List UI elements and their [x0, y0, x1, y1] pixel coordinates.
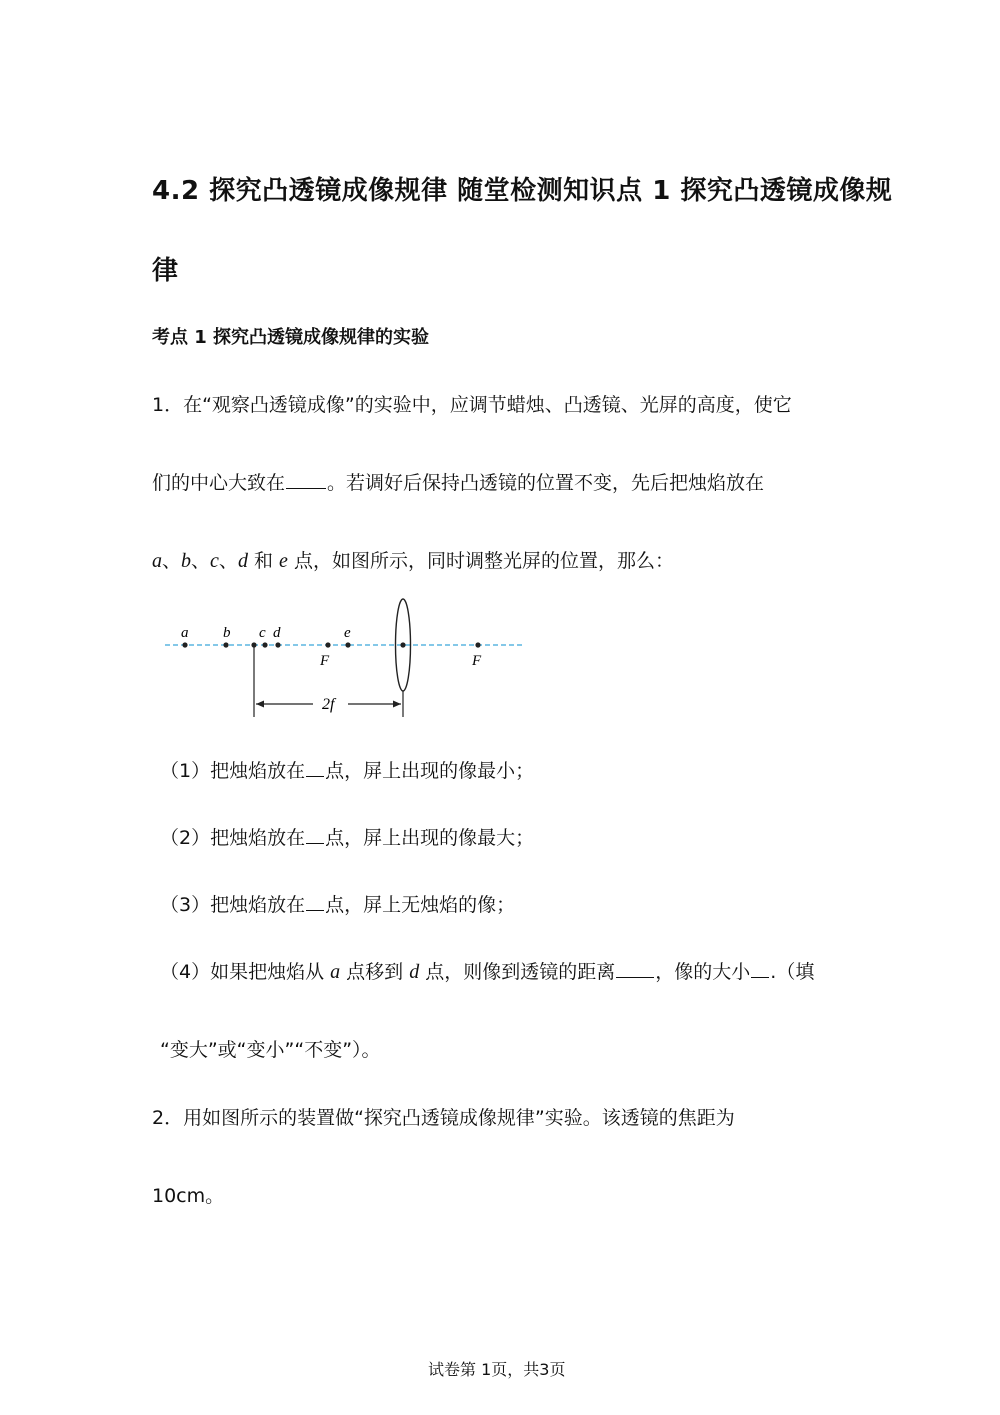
q1-sub-2 — [160, 823, 534, 850]
answer-blank-image-distance[interactable] — [616, 959, 654, 978]
label-e: e — [344, 625, 351, 641]
q1-sub-1-text-a: （1）把烛焰放在 — [160, 760, 306, 782]
q1-sub-1-text-b: 点，屏上出现的像最小； — [325, 760, 535, 782]
section-heading: 考点 1 探究凸透镜成像规律的实验 — [152, 327, 430, 348]
separator: 、 — [218, 550, 238, 572]
label-d: d — [273, 625, 281, 641]
q1-line-3 — [152, 546, 674, 573]
q1-line-2-text-a: 们的中心大致在 — [152, 472, 286, 494]
answer-blank-no-image[interactable] — [306, 892, 324, 911]
point-d-ref: d — [237, 550, 248, 572]
q1-sub-4-line-2: “变大”或“变小”“不变”）。 — [160, 1039, 381, 1061]
point-e — [345, 642, 350, 647]
point-b-ref: b — [181, 550, 192, 572]
point-d-ref: d — [409, 961, 420, 983]
point-c-ref: c — [210, 550, 219, 572]
q1-sub-2-text-a: （2）把烛焰放在 — [160, 827, 306, 849]
separator: 、 — [162, 550, 182, 572]
point-a — [182, 642, 187, 647]
label-c: c — [259, 625, 266, 641]
point-a-ref: a — [152, 550, 162, 572]
q1-sub-1 — [160, 756, 534, 783]
point-e-ref: e — [279, 550, 288, 572]
answer-blank-image-size[interactable] — [751, 959, 769, 978]
optical-center — [400, 642, 405, 647]
answer-blank-smallest[interactable] — [306, 758, 324, 777]
q1-sub-4 — [160, 957, 814, 984]
q1-sub-3-text-b: 点，屏上无烛焰的像； — [325, 894, 516, 916]
focal-point-right — [475, 642, 480, 647]
q2-line-2: 10cm。 — [152, 1185, 225, 1207]
q1-sub-4-text-1: （4）如果把烛焰从 — [160, 961, 331, 983]
q2-line-1: 2．用如图所示的装置做“探究凸透镜成像规律”实验。该透镜的焦距为 — [152, 1107, 735, 1129]
point-a-ref: a — [330, 961, 341, 983]
q1-sub-4-text-5: .（填 — [770, 961, 815, 983]
q1-sub-3-text-a: （3）把烛焰放在 — [160, 894, 306, 916]
q1-sub-4-text-2: 点移到 — [340, 961, 410, 983]
page-title-line-1: 4.2 探究凸透镜成像规律 随堂检测知识点 1 探究凸透镜成像规 — [152, 176, 893, 206]
arrowhead-left — [256, 701, 264, 708]
page-footer: 试卷第 1页，共3页 — [428, 1360, 566, 1379]
q1-sub-2-text-b: 点，屏上出现的像最大； — [325, 827, 535, 849]
point-d — [275, 642, 280, 647]
arrowhead-right — [393, 701, 401, 708]
answer-blank-largest[interactable] — [306, 825, 324, 844]
point-b — [223, 642, 228, 647]
q1-line-2 — [152, 468, 764, 495]
label-focus-right: F — [472, 653, 482, 669]
q1-line-2-text-b: 。若调好后保持凸透镜的位置不变，先后把烛焰放在 — [327, 472, 765, 494]
label-b: b — [223, 625, 231, 641]
q1-sub-3 — [160, 890, 515, 917]
q1-line-1: 1．在“观察凸透镜成像”的实验中，应调节蜡烛、凸透镜、光屏的高度，使它 — [152, 394, 792, 416]
q1-sub-4-text-4: ，像的大小 — [655, 961, 751, 983]
label-focus-left: F — [320, 653, 330, 669]
point-c — [262, 642, 267, 647]
lens-diagram — [160, 592, 530, 724]
focal-point-left — [325, 642, 330, 647]
q1-line-3-rest: 点，如图所示，同时调整光屏的位置，那么： — [287, 550, 674, 572]
q1-sub-4-text-3: 点，则像到透镜的距离 — [419, 961, 616, 983]
separator: 、 — [191, 550, 211, 572]
label-a: a — [181, 625, 189, 641]
label-2f: 2f — [322, 696, 335, 713]
answer-blank-center[interactable] — [286, 470, 326, 489]
page-title-line-2: 律 — [152, 256, 179, 286]
and-text: 和 — [247, 550, 280, 572]
